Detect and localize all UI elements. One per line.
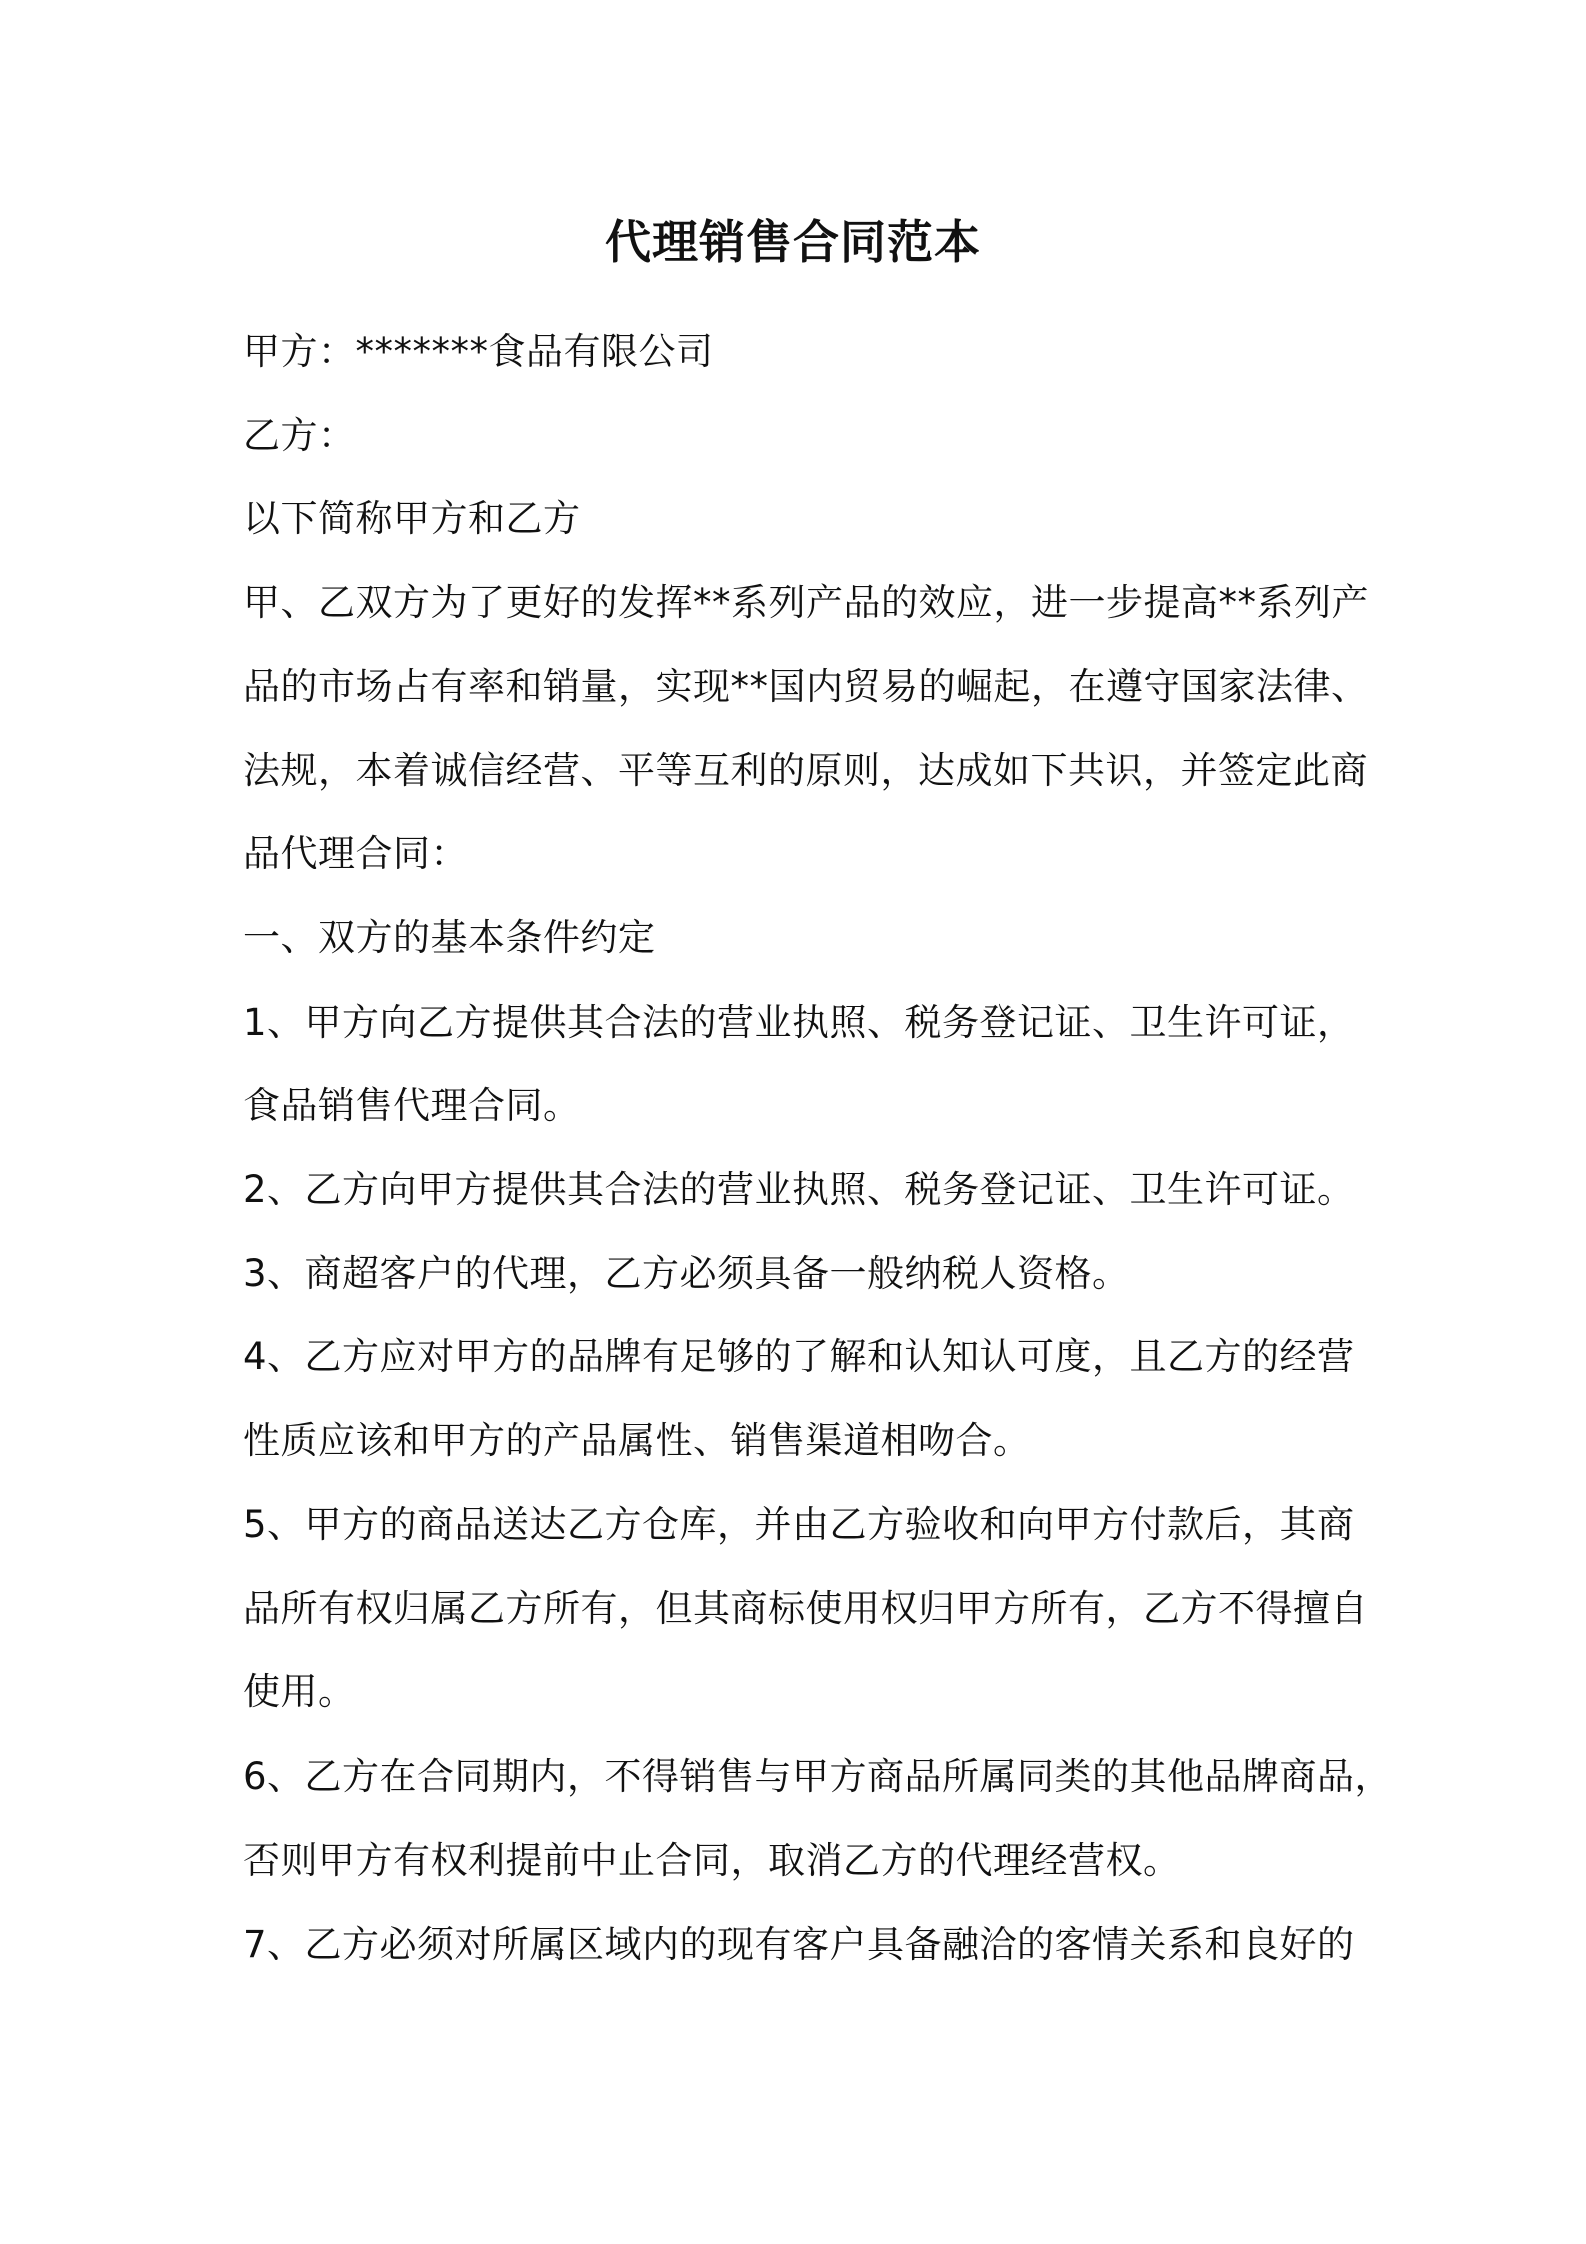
preamble-line-1: 甲、乙双方为了更好的发挥**系列产品的效应，进一步提高**系列产	[243, 581, 1369, 624]
document-title: 代理销售合同范本	[605, 215, 981, 269]
clause-4-line-1: 4、乙方应对甲方的品牌有足够的了解和认知认可度，且乙方的经营	[243, 1335, 1355, 1378]
preamble-line-2: 品的市场占有率和销量，实现**国内贸易的崛起，在遵守国家法律、	[243, 665, 1369, 708]
abbreviation-line: 以下简称甲方和乙方	[243, 497, 581, 540]
clause-4-line-2: 性质应该和甲方的产品属性、销售渠道相吻合。	[243, 1419, 1031, 1462]
preamble-line-3: 法规，本着诚信经营、平等互利的原则，达成如下共识，并签定此商	[243, 749, 1368, 792]
party-a-line: 甲方：*******食品有限公司	[243, 330, 714, 373]
clause-3-line: 3、商超客户的代理，乙方必须具备一般纳税人资格。	[243, 1252, 1130, 1295]
clause-1-line-1: 1、甲方向乙方提供其合法的营业执照、税务登记证、卫生许可证，	[243, 1001, 1355, 1044]
section-heading: 一、双方的基本条件约定	[243, 916, 656, 959]
party-b-line: 乙方：	[243, 414, 356, 457]
clause-7-line-1: 7、乙方必须对所属区域内的现有客户具备融洽的客情关系和良好的	[243, 1923, 1355, 1966]
clause-6-line-1: 6、乙方在合同期内，不得销售与甲方商品所属同类的其他品牌商品，	[243, 1755, 1393, 1798]
clause-2-line: 2、乙方向甲方提供其合法的营业执照、税务登记证、卫生许可证。	[243, 1168, 1355, 1211]
clause-5-line-1: 5、甲方的商品送达乙方仓库，并由乙方验收和向甲方付款后，其商	[243, 1503, 1355, 1546]
clause-1-line-2: 食品销售代理合同。	[243, 1084, 581, 1127]
clause-5-line-3: 使用。	[243, 1670, 356, 1713]
clause-6-line-2: 否则甲方有权利提前中止合同，取消乙方的代理经营权。	[243, 1839, 1181, 1882]
clause-5-line-2: 品所有权归属乙方所有，但其商标使用权归甲方所有，乙方不得擅自	[243, 1587, 1368, 1630]
preamble-line-4: 品代理合同：	[243, 832, 468, 875]
